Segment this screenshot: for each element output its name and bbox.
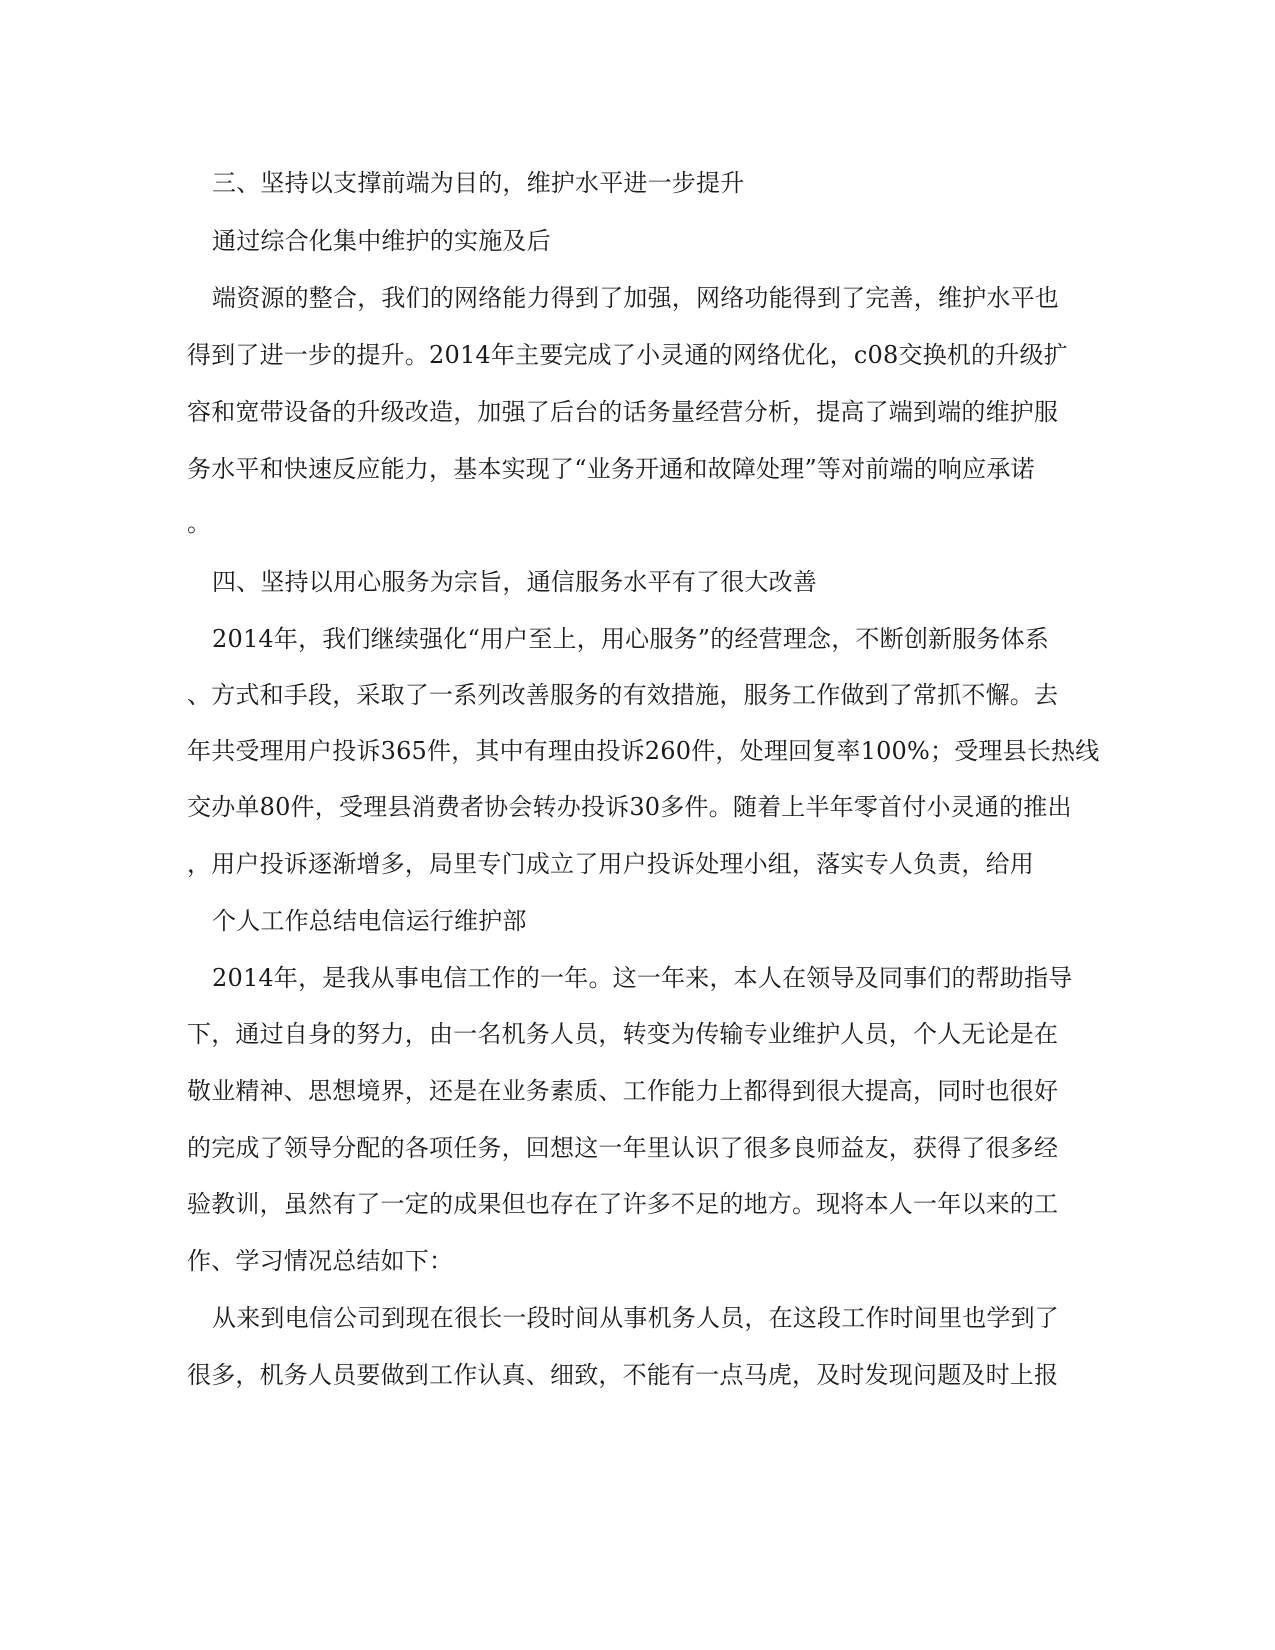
paragraph-line: 得到了进一步的提升。2014年主要完成了小灵通的网络优化，c08交换机的升级扩: [187, 341, 1068, 369]
paragraph-line: 务水平和快速反应能力，基本实现了“业务开通和故障处理”等对前端的响应承诺: [187, 455, 1035, 483]
paragraph-line: 2014年，是我从事电信工作的一年。这一年来，本人在领导及同事们的帮助指导: [212, 964, 1073, 992]
paragraph-line: 容和宽带设备的升级改造，加强了后台的话务量经营分析，提高了端到端的维护服: [187, 398, 1059, 426]
paragraph-line: 作、学习情况总结如下：: [187, 1247, 454, 1275]
section-heading-4: 四、坚持以用心服务为宗旨，通信服务水平有了很大改善: [212, 568, 817, 596]
paragraph-line: 端资源的整合，我们的网络能力得到了加强，网络功能得到了完善，维护水平也: [212, 284, 1059, 312]
paragraph-line: 2014年，我们继续强化“用户至上，用心服务”的经营理念，不断创新服务体系: [212, 625, 1050, 653]
paragraph-line: 敬业精神、思想境界，还是在业务素质、工作能力上都得到很大提高，同时也很好: [187, 1077, 1059, 1105]
paragraph-line: 、方式和手段，采取了一系列改善服务的有效措施，服务工作做到了常抓不懈。去: [187, 681, 1059, 709]
paragraph-line: 的完成了领导分配的各项任务，回想这一年里认识了很多良师益友，获得了很多经: [187, 1134, 1059, 1162]
paragraph-line: ，用户投诉逐渐增多，局里专门成立了用户投诉处理小组，落实专人负责，给用: [187, 850, 1034, 878]
section-heading-3: 三、坚持以支撑前端为目的，维护水平进一步提升: [212, 169, 745, 197]
paragraph-line: 下，通过自身的努力，由一名机务人员，转变为传输专业维护人员，个人无论是在: [187, 1020, 1059, 1048]
paragraph-line: 从来到电信公司到现在很长一段时间从事机务人员，在这段工作时间里也学到了: [212, 1304, 1059, 1332]
paragraph-line: 通过综合化集中维护的实施及后: [212, 227, 551, 255]
paragraph-line: 交办单80件，受理县消费者协会转办投诉30多件。随着上半年零首付小灵通的推出: [187, 793, 1072, 821]
paragraph-line: 很多，机务人员要做到工作认真、细致，不能有一点马虎，及时发现问题及时上报: [187, 1361, 1059, 1389]
paragraph-line: 验教训，虽然有了一定的成果但也存在了许多不足的地方。现将本人一年以来的工: [187, 1190, 1059, 1218]
paragraph-line: 年共受理用户投诉365件，其中有理由投诉260件，处理回复率100%；受理县长热线: [187, 737, 1100, 765]
paragraph-line: 。: [187, 509, 212, 537]
document-title: 个人工作总结电信运行维护部: [212, 907, 527, 935]
